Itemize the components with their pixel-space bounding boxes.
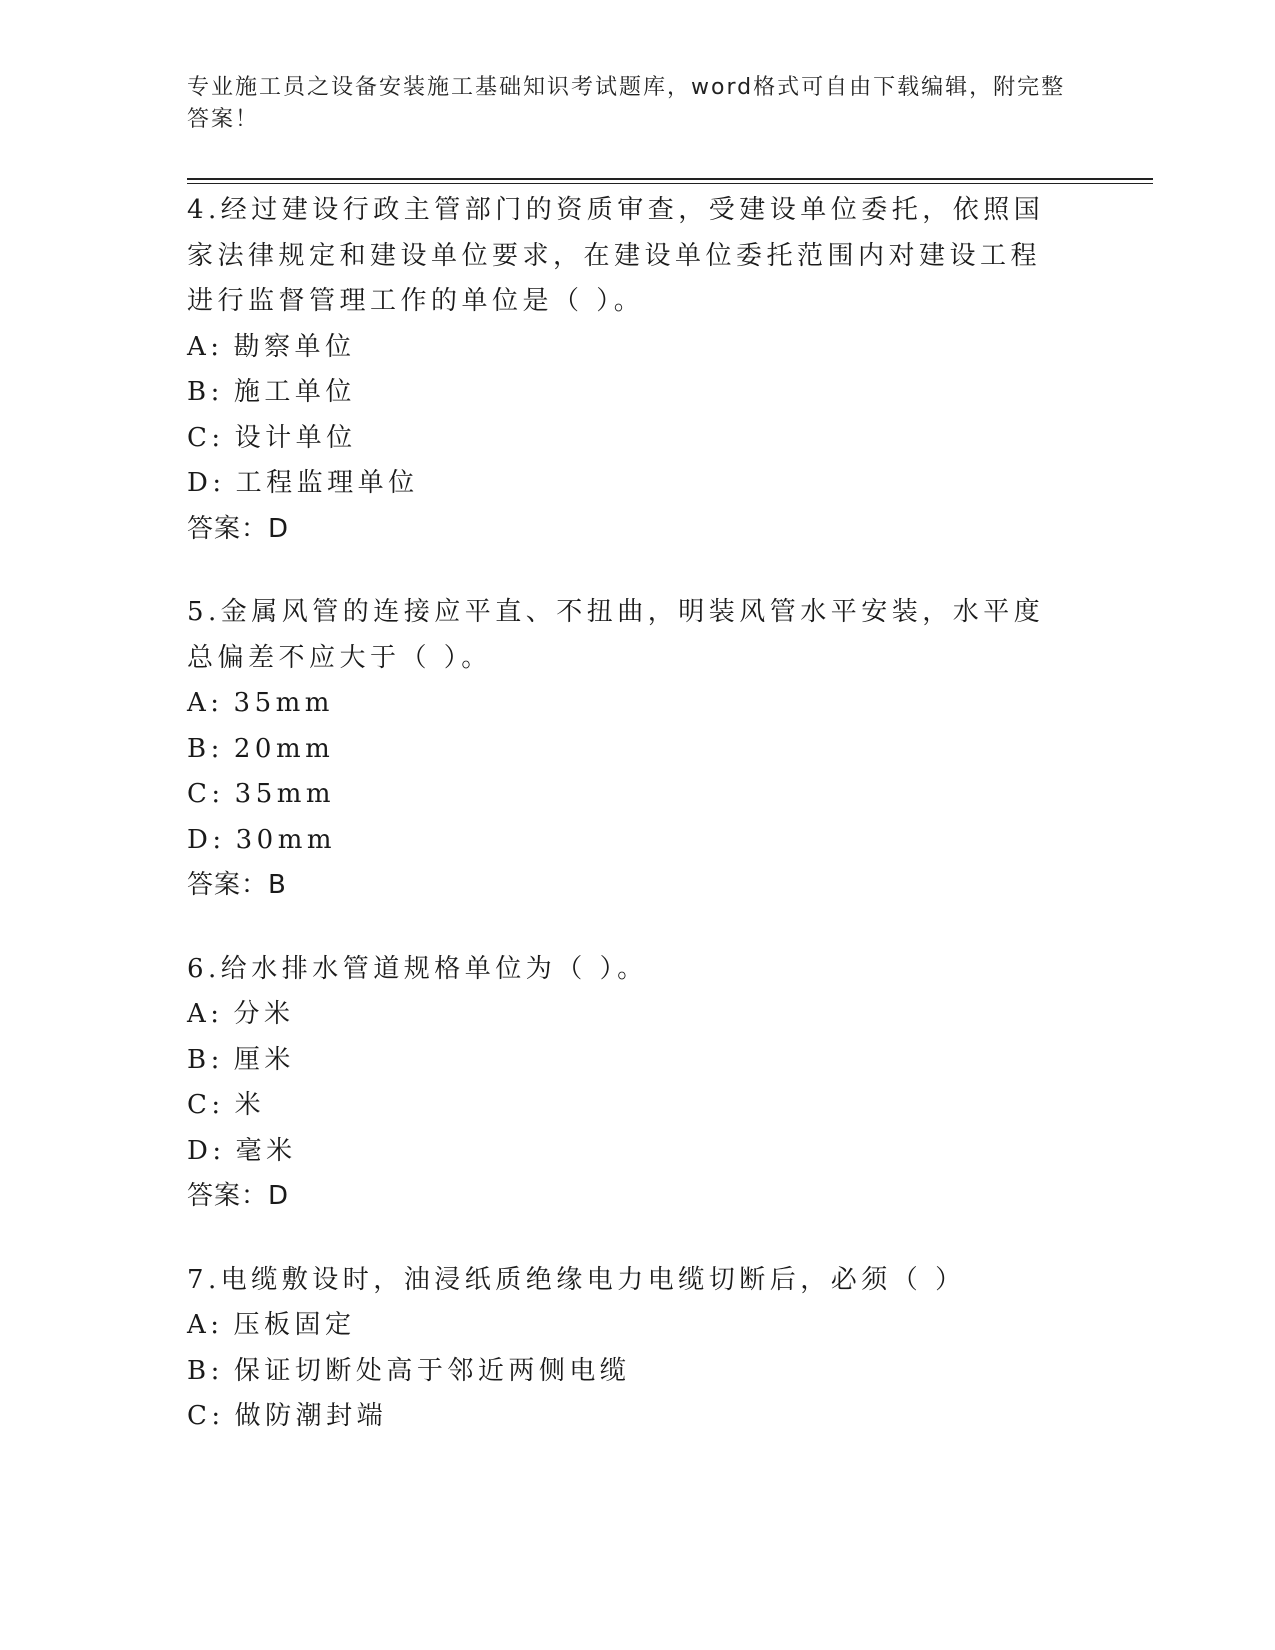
- option-text: 勘察单位: [233, 331, 356, 362]
- option-b: [187, 727, 1067, 773]
- option-a: [187, 325, 1067, 371]
- option-text: 分米: [233, 999, 295, 1029]
- option-text: 35mm: [233, 688, 334, 718]
- question-stem: 5.金属风管的连接应平直、不扭曲，明装风管水平安装，水平度总偏差不应大于（ ）。: [187, 597, 1045, 673]
- question-7: [187, 1258, 1067, 1440]
- option-text: 压板固定: [233, 1310, 356, 1340]
- option-text: 厘米: [233, 1044, 295, 1075]
- option-text: 35mm: [234, 779, 336, 809]
- question-stem: 4.经过建设行政主管部门的资质审查，受建设单位委托，依照国家法律规定和建设单位要求，在建设单位委托范围内对建设工程进行监督管理工作的单位是（ ）。: [187, 195, 1045, 316]
- question-6: [187, 947, 1067, 1220]
- option-d: [187, 1129, 1067, 1175]
- question-stem: 6.给水排水管道规格单位为（ ）。: [187, 953, 648, 984]
- option-key: B:: [187, 1355, 224, 1386]
- option-text: 毫米: [235, 1135, 297, 1166]
- option-a: [187, 681, 1067, 727]
- question-list: [187, 188, 1067, 1478]
- question-5: [187, 590, 1067, 909]
- option-text: 工程监理单位: [235, 468, 419, 498]
- answer-line: 答案：D: [187, 513, 290, 544]
- option-b: [187, 1349, 1067, 1395]
- option-key: C:: [187, 422, 225, 453]
- option-text: 米: [234, 1090, 266, 1120]
- option-key: C:: [187, 1401, 225, 1431]
- option-a: [187, 992, 1067, 1038]
- option-c: [187, 1394, 1067, 1440]
- option-c: [187, 1083, 1067, 1129]
- answer-line: 答案：B: [187, 870, 287, 900]
- option-d: [187, 461, 1067, 507]
- option-text: 保证切断处高于邻近两侧电缆: [233, 1355, 631, 1386]
- option-b: [187, 370, 1067, 416]
- answer-line: 答案：D: [187, 1181, 290, 1211]
- option-key: B:: [187, 1044, 224, 1075]
- question-4: [187, 188, 1067, 552]
- option-a: [187, 1303, 1067, 1349]
- option-key: A:: [187, 688, 224, 718]
- option-b: [187, 1038, 1067, 1084]
- option-c: [187, 772, 1067, 818]
- option-text: 20mm: [233, 733, 335, 764]
- option-key: C:: [187, 779, 225, 809]
- option-c: [187, 416, 1067, 462]
- option-key: D:: [187, 824, 226, 855]
- option-text: 设计单位: [234, 422, 357, 453]
- option-key: A:: [187, 331, 224, 362]
- option-key: D:: [187, 1135, 226, 1166]
- option-key: D:: [187, 468, 226, 498]
- option-text: 施工单位: [233, 377, 356, 407]
- document-header: 专业施工员之设备安装施工基础知识考试题库，word格式可自由下载编辑，附完整答案！: [187, 75, 1066, 132]
- option-key: C:: [187, 1090, 225, 1120]
- option-key: A:: [187, 1310, 224, 1340]
- option-text: 30mm: [235, 824, 337, 855]
- option-d: [187, 818, 1067, 864]
- header-divider-thin: [187, 183, 1153, 184]
- question-stem: 7.电缆敷设时，油浸纸质绝缘电力电缆切断后，必须（ ）: [187, 1264, 966, 1295]
- option-key: B:: [187, 733, 224, 764]
- option-text: 做防潮封端: [234, 1401, 388, 1431]
- option-key: B:: [187, 377, 224, 407]
- option-key: A:: [187, 999, 224, 1029]
- header-divider-thick: [187, 178, 1153, 180]
